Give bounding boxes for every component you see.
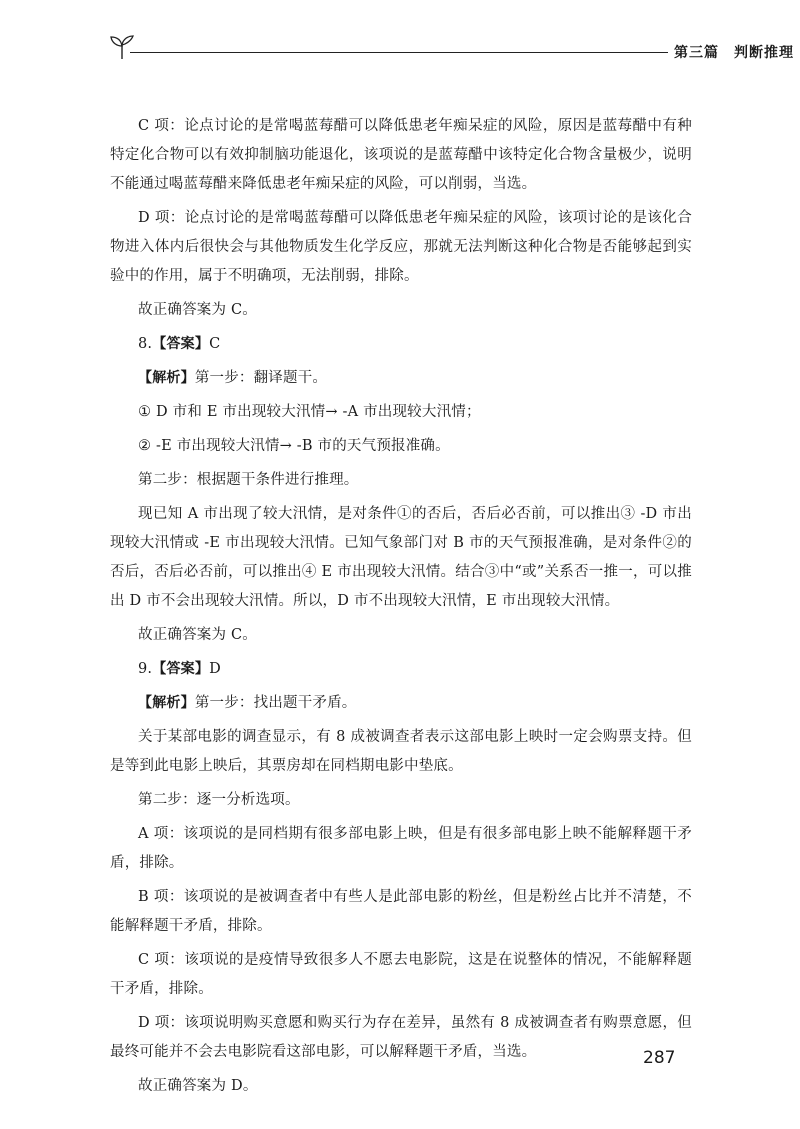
paragraph-option-d: D 项：该项说明购买意愿和购买行为存在差异，虽然有 8 成被调查者有购票意愿，但最终可能并不会去电影院看这部电影，可以解释题干矛盾，当选。	[110, 1015, 692, 1060]
paragraph-reasoning: 现已知 A 市出现了较大汛情，是对条件①的否后，否后必否前，可以推出③ -D 市出现较大汛情或 -E 市出现较大汛情。已知气象部门对 B 市的天气预报准确，是对条件②的否后，否后必否前，可以推出④ E 市出现较大汛情。结合③中“或”关系否一推一，可以推出 D 市不会出现较大汛情。所以，D 市不出现较大汛情，E 市出现较大汛情。	[110, 506, 692, 609]
paragraph-option-a: A 项：该项说的是同档期有很多部电影上映，但是有很多部电影上映不能解释题干矛盾，排除。	[110, 826, 692, 871]
paragraph-option-b: B 项：该项说的是被调查者中有些人是此部电影的粉丝，但是粉丝占比并不清楚，不能解释题干矛盾，排除。	[110, 889, 692, 934]
analysis-heading-8: 【解析】第一步：翻译题干。	[138, 370, 328, 386]
analysis-tag: 【解析】	[138, 695, 195, 711]
paragraph-option-c: C 项：该项说的是疫情导致很多人不愿去电影院，这是在说整体的情况，不能解释题干矛盾，排除。	[110, 952, 692, 997]
paragraph-conclusion: 故正确答案为 C。	[138, 627, 258, 643]
step-2-heading: 第二步：根据题干条件进行推理。	[138, 472, 359, 488]
paragraph-option-d: D 项：论点讨论的是常喝蓝莓醋可以降低患老年痴呆症的风险，该项讨论的是该化合物进入体内后很快会与其他物质发生化学反应，那就无法判断这种化合物是否能够起到实验中的作用，属于不明确项，无法削弱，排除。	[110, 210, 692, 284]
paragraph-conclusion: 故正确答案为 C。	[138, 302, 258, 318]
page-body	[110, 112, 692, 1101]
answer-heading-9: 9.【答案】D	[138, 661, 221, 677]
section-title: 第三篇 判断推理	[674, 45, 794, 61]
answer-tag: 【答案】	[152, 661, 210, 677]
sprout-icon	[108, 34, 136, 60]
page-header	[108, 34, 800, 64]
step-2-heading: 第二步：逐一分析选项。	[138, 792, 300, 808]
analysis-tag: 【解析】	[138, 370, 195, 386]
paragraph-option-c: C 项：论点讨论的是常喝蓝莓醋可以降低患老年痴呆症的风险，原因是蓝莓醋中有种特定化合物可以有效抑制脑功能退化，该项说的是蓝莓醋中该特定化合物含量极少，说明不能通过喝蓝莓醋来降低患老年痴呆症的风险，可以削弱，当选。	[110, 118, 692, 192]
condition-1: ① D 市和 E 市出现较大汛情→ -A 市出现较大汛情；	[138, 404, 481, 420]
answer-heading-8: 8.【答案】C	[138, 336, 221, 352]
analysis-heading-9: 【解析】第一步：找出题干矛盾。	[138, 695, 357, 711]
page-number: 287	[643, 1048, 676, 1068]
condition-2: ② -E 市出现较大汛情→ -B 市的天气预报准确。	[138, 438, 450, 454]
paragraph-survey: 关于某部电影的调查显示，有 8 成被调查者表示这部电影上映时一定会购票支持。但是等到此电影上映后，其票房却在同档期电影中垫底。	[110, 729, 692, 774]
answer-tag: 【答案】	[152, 336, 210, 352]
header-rule-left	[130, 52, 668, 53]
paragraph-conclusion: 故正确答案为 D。	[138, 1078, 258, 1094]
